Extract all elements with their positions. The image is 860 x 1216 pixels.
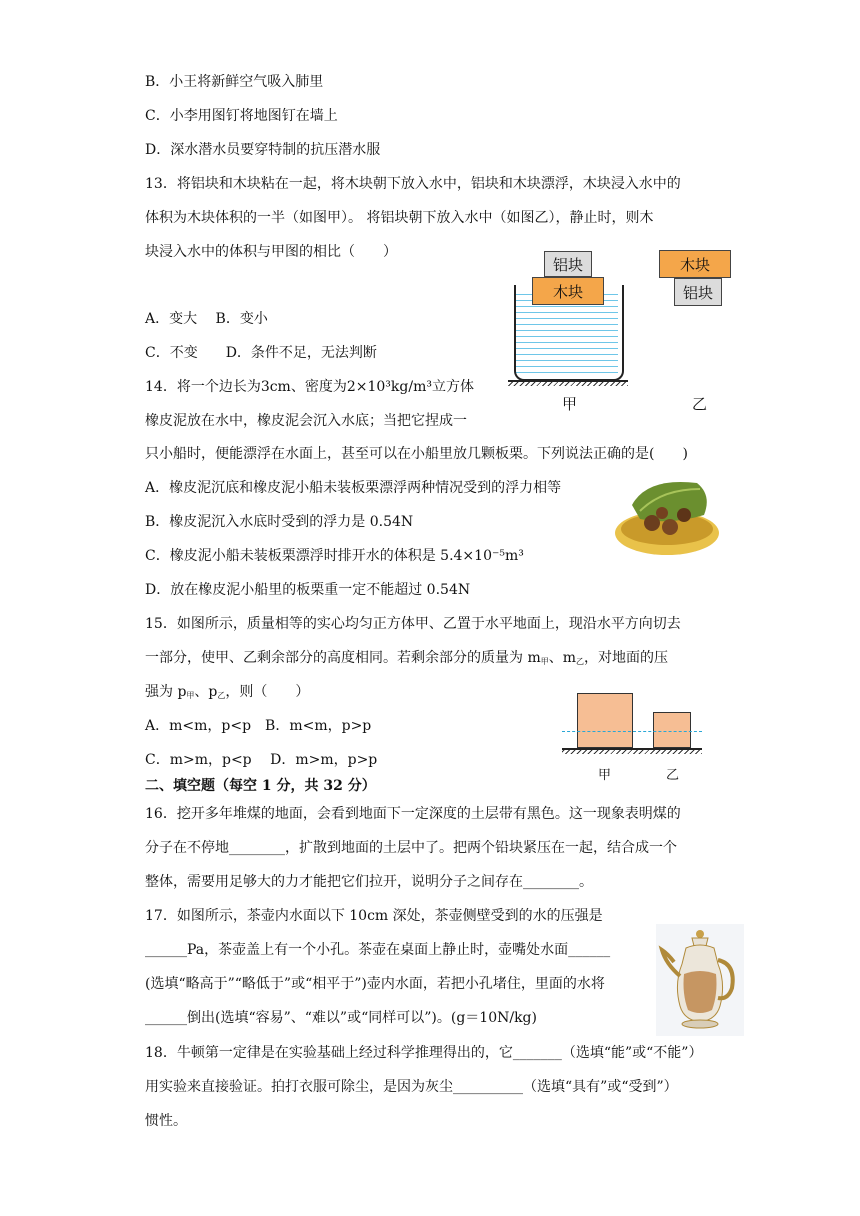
- q14-option-a: A．橡皮泥沉底和橡皮泥小船未装板栗漂浮两种情况受到的浮力相等: [145, 480, 562, 496]
- q18-line1: 18．牛顿第一定律是在实验基础上经过科学推理得出的，它_______（选填“能”或“不能”）: [145, 1045, 703, 1061]
- q13-line2: 体积为木块体积的一半（如图甲）。 将铝块朝下放入水中（如图乙），静止时，则木: [145, 210, 654, 226]
- q15-line2: [145, 648, 668, 672]
- q15-line3-part1: 强为 p: [145, 684, 187, 700]
- aluminum-block-jia: 铝块: [544, 251, 592, 277]
- q15-line1: 15．如图所示，质量相等的实心均匀正方体甲、乙置于水平地面上，现沿水平方向切去: [145, 616, 681, 632]
- q13-figure: [500, 245, 760, 415]
- aluminum-block-yi: 铝块: [674, 278, 722, 306]
- q14-option-d: D．放在橡皮泥小船里的板栗重一定不能超过 0.54N: [145, 582, 471, 598]
- option-d: D．深水潜水员要穿特制的抗压潜水服: [145, 142, 381, 158]
- fig13-caption-yi: 乙: [692, 395, 708, 413]
- q17-line3: (选填“略高于”“略低于”或“相平于”)壶内水面，若把小孔堵住，里面的水将: [145, 976, 605, 992]
- cube-yi: [653, 712, 691, 748]
- q15-line3: [145, 682, 309, 706]
- sub-jia: 甲: [540, 657, 549, 666]
- q15-line2-part3: ，对地面的压: [584, 650, 669, 666]
- q15-options-ab: A．m<m，p<p B．m<m，p>p: [145, 718, 372, 734]
- fig15-caption-yi: 乙: [666, 768, 680, 783]
- q16-line1: 16．挖开多年堆煤的地面，会看到地面下一定深度的土层带有黑色。这一现象表明煤的: [145, 806, 681, 822]
- q15-line3-part3: ，则（ ）: [225, 684, 310, 700]
- clay-boat-image: [612, 475, 722, 560]
- q13-line1: 13．将铝块和木块粘在一起，将木块朝下放入水中，铝块和木块漂浮，木块浸入水中的: [145, 176, 681, 192]
- ground-hatch: [562, 750, 702, 754]
- q14-line3: 只小船时，便能漂浮在水面上，甚至可以在小船里放几颗板栗。下列说法正确的是( ): [145, 446, 688, 462]
- q13-line3: 块浸入水中的体积与甲图的相比（ ）: [145, 244, 397, 260]
- q15-line3-part2: 、p: [194, 684, 218, 700]
- option-b: B．小王将新鲜空气吸入肺里: [145, 74, 324, 90]
- q16-line2: 分子在不停地________，扩散到地面的土层中了。把两个铅块紧压在一起，结合成一个: [145, 840, 677, 856]
- q13-options-cd: C．不变 D．条件不足，无法判断: [145, 345, 377, 361]
- section-heading: 二、填空题（每空 1 分，共 32 分）: [145, 778, 376, 794]
- q14-line2: 橡皮泥放在水中，橡皮泥会沉入水底；当把它捏成一: [145, 413, 467, 429]
- wood-block-yi: 木块: [659, 250, 731, 278]
- wood-block-jia: 木块: [532, 277, 604, 305]
- q15-line2-part2: 、m: [548, 650, 577, 666]
- q18-line3: 惯性。: [145, 1113, 187, 1129]
- fig15-caption-jia: 甲: [598, 768, 612, 783]
- q17-line1: 17．如图所示，茶壶内水面以下 10cm 深处，茶壶侧壁受到的水的压强是: [145, 908, 603, 924]
- q14-option-b: B．橡皮泥沉入水底时受到的浮力是 0.54N: [145, 514, 414, 530]
- option-c: C．小李用图钉将地图钉在墙上: [145, 108, 338, 124]
- cube-jia: [577, 693, 633, 748]
- sub-yi: 乙: [576, 657, 585, 666]
- q15-figure: [560, 688, 710, 783]
- q14-option-c: C．橡皮泥小船未装板栗漂浮时排开水的体积是 5.4×10⁻⁵m³: [145, 548, 524, 564]
- teapot-image: [656, 924, 744, 1036]
- ground-hatch: [508, 382, 628, 386]
- q18-line2: 用实验来直接验证。拍打衣服可除尘，是因为灰尘__________（选填“具有”或“受到”）: [145, 1079, 678, 1095]
- sub-yi: 乙: [217, 691, 226, 700]
- fig13-caption-jia: 甲: [562, 395, 578, 413]
- q15-line2-part1: 一部分，使甲、乙剩余部分的高度相同。若剩余部分的质量为 m: [145, 650, 541, 666]
- q16-line3: 整体，需要用足够大的力才能把它们拉开，说明分子之间存在________。: [145, 874, 593, 890]
- q17-line2: ______Pa，茶壶盖上有一个小孔。茶壶在桌面上静止时，壶嘴处水面______: [145, 942, 611, 958]
- q14-line1: 14．将一个边长为3cm、密度为2×10³kg/m³立方体: [145, 379, 474, 395]
- q13-options-ab: A．变大 B．变小: [145, 311, 268, 327]
- q15-options-cd: C．m>m，p<p D．m>m，p>p: [145, 752, 378, 768]
- sub-jia: 甲: [186, 691, 195, 700]
- cut-line: [562, 731, 702, 732]
- q17-line4: ______倒出(选填“容易”、“难以”或“同样可以”)。(g＝10N/kg): [145, 1010, 537, 1026]
